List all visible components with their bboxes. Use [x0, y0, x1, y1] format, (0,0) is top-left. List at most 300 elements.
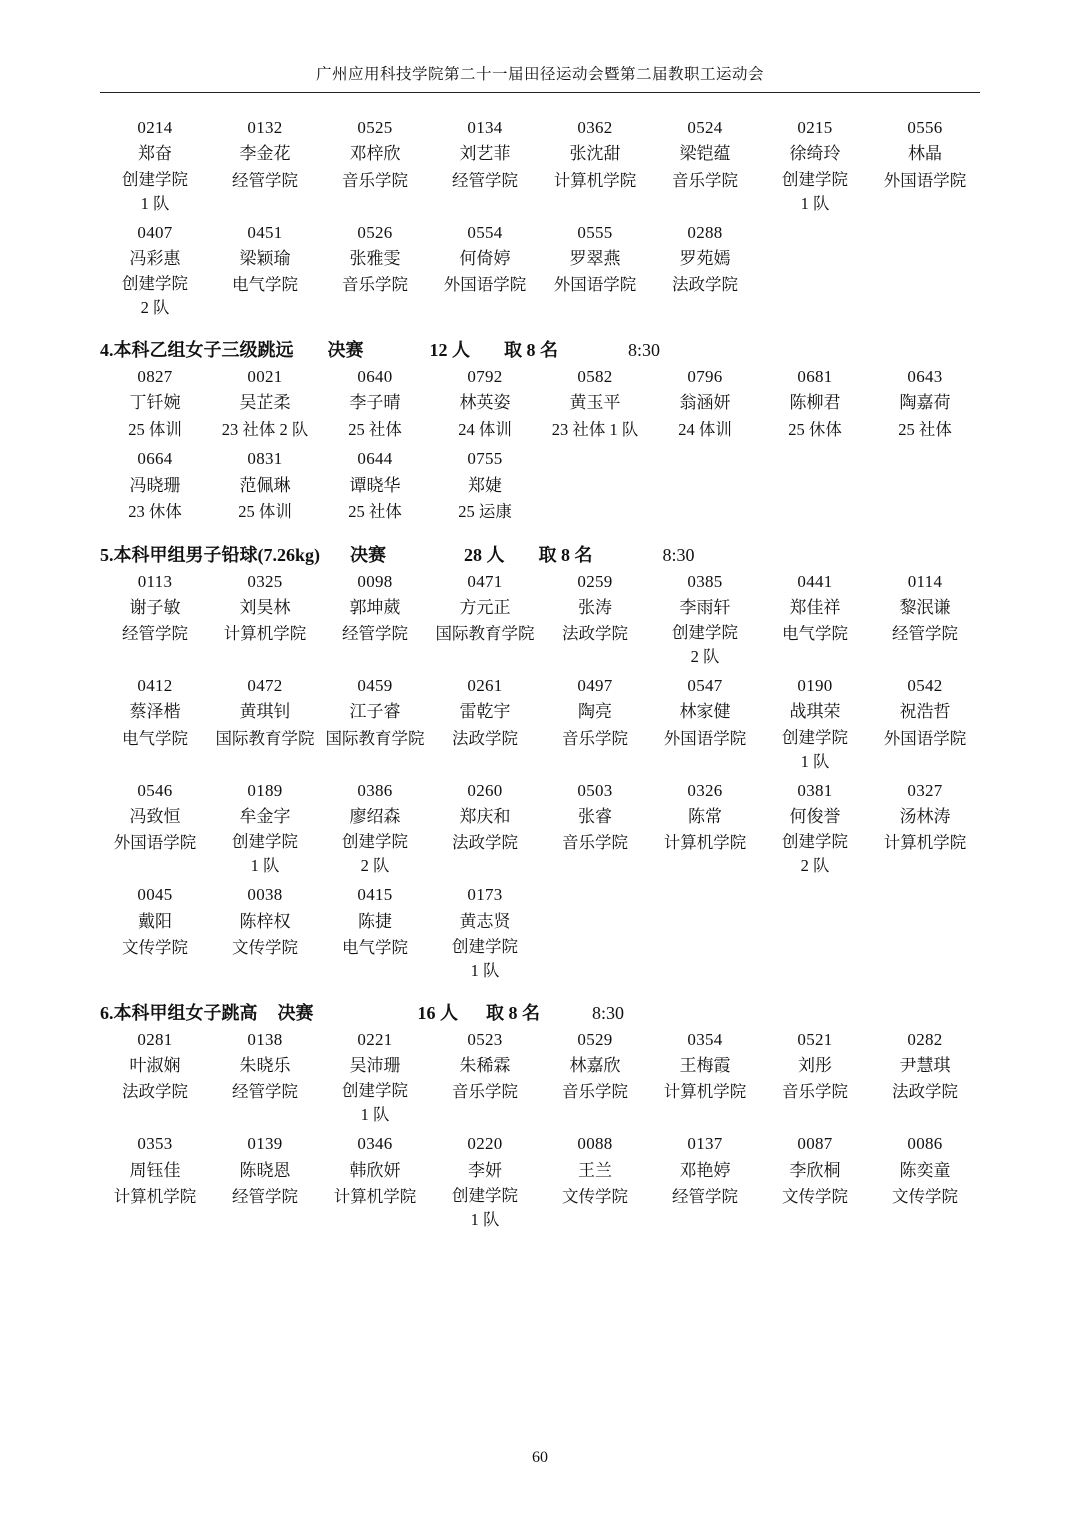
athlete-cell — [540, 364, 650, 442]
athlete-org: 创建学院 1 队 — [232, 832, 298, 876]
athlete-cell — [870, 446, 980, 524]
event-6 — [100, 999, 980, 1232]
athlete-cell — [100, 1027, 210, 1128]
athlete-org: 国际教育学院 — [215, 728, 315, 748]
event-round: 决赛 — [327, 340, 364, 361]
athlete-number: 0326 — [687, 780, 723, 800]
athlete-org: 经管学院 — [122, 624, 188, 644]
event-round: 决赛 — [277, 1002, 314, 1023]
athlete-name: 李金花 — [239, 144, 291, 164]
athlete-cell — [210, 1131, 320, 1232]
event-5 — [100, 541, 980, 983]
athlete-name: 林英姿 — [459, 393, 511, 413]
athlete-cell — [100, 115, 210, 216]
athlete-cell — [320, 446, 430, 524]
entry-row — [100, 115, 980, 216]
athlete-name: 何俊誉 — [789, 806, 841, 826]
athlete-name: 陈晓恩 — [239, 1160, 291, 1180]
athlete-cell — [650, 569, 760, 670]
athlete-number: 0525 — [357, 118, 393, 137]
athlete-org: 外国语学院 — [883, 728, 967, 748]
athlete-org: 外国语学院 — [663, 728, 747, 748]
event-time: 8:30 — [628, 340, 661, 361]
athlete-number: 0281 — [137, 1029, 173, 1049]
athlete-name: 郑婕 — [468, 475, 502, 495]
athlete-number: 0282 — [907, 1029, 943, 1049]
page-header: 广州应用科技学院第二十一届田径运动会暨第二届教职工运动会 — [100, 62, 980, 93]
athlete-number: 0412 — [137, 676, 173, 696]
athlete-org: 音乐学院 — [782, 1082, 848, 1102]
athlete-org: 创建学院 1 队 — [452, 1185, 518, 1229]
athlete-name: 朱晓乐 — [239, 1056, 291, 1076]
athlete-org: 创建学院 2 队 — [122, 274, 188, 318]
athlete-name: 王梅霞 — [679, 1056, 731, 1076]
athlete-number: 0451 — [247, 222, 283, 242]
athlete-number: 0259 — [577, 571, 613, 591]
athlete-number: 0640 — [357, 367, 393, 387]
event-participant-count: 16 人 — [417, 1002, 458, 1023]
athlete-number: 0556 — [907, 118, 943, 137]
athlete-org: 法政学院 — [562, 624, 628, 644]
athlete-name: 刘昊林 — [239, 597, 291, 617]
athlete-name: 江子睿 — [349, 702, 401, 722]
athlete-org: 经管学院 — [232, 1082, 298, 1102]
athlete-number: 0582 — [577, 367, 613, 387]
athlete-cell — [760, 778, 870, 879]
athlete-org: 计算机学院 — [553, 170, 637, 190]
athlete-cell — [760, 569, 870, 670]
athlete-name: 韩欣妍 — [349, 1160, 401, 1180]
athlete-number: 0554 — [467, 222, 503, 242]
athlete-cell — [870, 882, 980, 983]
athlete-number: 0261 — [467, 676, 503, 696]
athlete-org: 24 体训 — [458, 419, 512, 439]
athlete-name: 汤林涛 — [899, 806, 951, 826]
athlete-name: 黄琪钊 — [239, 702, 291, 722]
athlete-name: 丁钎婉 — [129, 393, 181, 413]
athlete-cell — [650, 1027, 760, 1128]
athlete-cell — [430, 569, 540, 670]
athlete-org: 经管学院 — [232, 170, 298, 190]
athlete-number: 0643 — [907, 367, 943, 387]
athlete-number: 0385 — [687, 571, 723, 591]
athlete-number: 0529 — [577, 1029, 613, 1049]
event-participant-count: 12 人 — [429, 340, 470, 361]
athlete-number: 0220 — [467, 1134, 503, 1154]
athlete-org: 法政学院 — [892, 1082, 958, 1102]
athlete-org: 计算机学院 — [883, 833, 967, 853]
athlete-name: 张雅雯 — [349, 248, 401, 268]
athlete-cell — [650, 1131, 760, 1232]
athlete-cell — [540, 778, 650, 879]
athlete-number: 0555 — [577, 222, 613, 242]
athlete-cell — [540, 220, 650, 321]
athlete-name: 李子晴 — [349, 393, 401, 413]
event-title: 5.本科甲组男子铅球(7.26kg) — [100, 544, 320, 565]
athlete-number: 0542 — [907, 676, 943, 696]
athlete-cell — [210, 364, 320, 442]
entry-row — [100, 364, 980, 442]
athlete-cell — [870, 1027, 980, 1128]
athlete-name: 李妍 — [468, 1160, 502, 1180]
event-header — [100, 999, 980, 1025]
athlete-org: 国际教育学院 — [325, 728, 425, 748]
athlete-number: 0038 — [247, 885, 283, 905]
athlete-org: 经管学院 — [672, 1186, 738, 1206]
athlete-cell — [430, 673, 540, 774]
athlete-number: 0045 — [137, 885, 173, 905]
athlete-org: 外国语学院 — [883, 170, 967, 190]
athlete-name: 徐绮玲 — [789, 144, 841, 164]
athlete-org: 创建学院 2 队 — [782, 832, 848, 876]
athlete-org: 音乐学院 — [342, 170, 408, 190]
athlete-number: 0386 — [357, 780, 393, 800]
athlete-number: 0134 — [467, 118, 503, 137]
athlete-name: 林嘉欣 — [569, 1056, 621, 1076]
athlete-org: 文传学院 — [232, 937, 298, 957]
athlete-org: 23 社体 2 队 — [221, 419, 309, 439]
athlete-cell — [650, 364, 760, 442]
athlete-number: 0327 — [907, 780, 943, 800]
athlete-org: 25 运康 — [458, 502, 512, 521]
athlete-org: 法政学院 — [452, 728, 518, 748]
athlete-cell — [320, 220, 430, 321]
athlete-number: 0260 — [467, 780, 503, 800]
athlete-cell — [320, 569, 430, 670]
athlete-cell — [760, 446, 870, 524]
athlete-org: 25 体训 — [238, 502, 292, 521]
athlete-number: 0831 — [247, 449, 283, 469]
athlete-cell — [430, 446, 540, 524]
athlete-name: 吴沛珊 — [349, 1056, 401, 1076]
athlete-cell — [540, 569, 650, 670]
athlete-org: 经管学院 — [892, 624, 958, 644]
athlete-cell — [320, 1027, 430, 1128]
athlete-org: 创建学院 1 队 — [782, 169, 848, 213]
athlete-name: 牟金字 — [239, 806, 291, 826]
athlete-org: 音乐学院 — [562, 728, 628, 748]
athlete-org: 经管学院 — [232, 1186, 298, 1206]
athlete-cell — [100, 882, 210, 983]
athlete-name: 翁涵妍 — [679, 393, 731, 413]
athlete-number: 0353 — [137, 1134, 173, 1154]
athlete-org: 25 体训 — [128, 419, 182, 439]
event-qualify-count: 取 8 名 — [486, 1002, 540, 1023]
athlete-number: 0523 — [467, 1029, 503, 1049]
athlete-cell — [870, 673, 980, 774]
athlete-org: 创建学院 1 队 — [452, 936, 518, 980]
athlete-name: 张睿 — [578, 806, 612, 826]
athlete-cell — [210, 673, 320, 774]
athlete-cell — [540, 446, 650, 524]
athlete-number: 0827 — [137, 367, 173, 387]
athlete-cell — [430, 220, 540, 321]
athlete-cell — [320, 115, 430, 216]
athlete-name: 罗苑嫣 — [679, 248, 731, 268]
athlete-cell — [760, 115, 870, 216]
athlete-number: 0114 — [907, 571, 943, 591]
athlete-cell — [100, 673, 210, 774]
athlete-org: 国际教育学院 — [435, 624, 535, 644]
athlete-number: 0755 — [467, 449, 503, 469]
athlete-cell — [320, 673, 430, 774]
events-container — [100, 336, 980, 1232]
event-title: 4.本科乙组女子三级跳远 — [100, 340, 294, 361]
entry-row — [100, 446, 980, 524]
athlete-number: 0681 — [797, 367, 833, 387]
athlete-number: 0346 — [357, 1134, 393, 1154]
athlete-org: 法政学院 — [452, 833, 518, 853]
athlete-cell — [540, 115, 650, 216]
athlete-name: 尹慧琪 — [899, 1056, 951, 1076]
athlete-name: 郑庆和 — [459, 806, 511, 826]
athlete-org: 文传学院 — [782, 1186, 848, 1206]
athlete-name: 冯晓珊 — [129, 475, 181, 495]
athlete-number: 0088 — [577, 1134, 613, 1154]
athlete-cell — [210, 115, 320, 216]
athlete-org: 计算机学院 — [223, 624, 307, 644]
athlete-cell — [100, 446, 210, 524]
athlete-number: 0546 — [137, 780, 173, 800]
athlete-cell — [650, 115, 760, 216]
athlete-number: 0173 — [467, 885, 503, 905]
athlete-org: 文传学院 — [122, 937, 188, 957]
athlete-name: 陈捷 — [358, 911, 392, 931]
athlete-name: 廖绍森 — [349, 806, 401, 826]
event-participant-count: 28 人 — [464, 544, 505, 565]
athlete-name: 李雨轩 — [679, 597, 731, 617]
athlete-name: 邓艳婷 — [679, 1160, 731, 1180]
athlete-number: 0087 — [797, 1134, 833, 1154]
athlete-name: 林晶 — [908, 144, 942, 164]
athlete-number: 0459 — [357, 676, 393, 696]
athlete-number: 0521 — [797, 1029, 833, 1049]
athlete-cell — [540, 882, 650, 983]
athlete-org: 计算机学院 — [663, 833, 747, 853]
athlete-name: 周钰佳 — [129, 1160, 181, 1180]
athlete-name: 戴阳 — [138, 911, 172, 931]
athlete-name: 黄志贤 — [459, 911, 511, 931]
athlete-org: 计算机学院 — [113, 1186, 197, 1206]
athlete-name: 郑奋 — [138, 144, 172, 164]
athlete-name: 范佩琳 — [239, 475, 291, 495]
athlete-cell — [540, 1131, 650, 1232]
athlete-cell — [870, 220, 980, 321]
athlete-org: 25 社体 — [348, 419, 402, 439]
athlete-name: 梁颖瑜 — [239, 248, 291, 268]
entry-row — [100, 778, 980, 879]
athlete-cell — [210, 1027, 320, 1128]
athlete-number: 0471 — [467, 571, 503, 591]
athlete-number: 0415 — [357, 885, 393, 905]
athlete-cell — [100, 569, 210, 670]
athlete-org: 25 社体 — [348, 502, 402, 521]
athlete-cell — [320, 882, 430, 983]
event-qualify-count: 取 8 名 — [504, 340, 558, 361]
athlete-cell — [650, 220, 760, 321]
athlete-cell — [210, 569, 320, 670]
athlete-org: 23 休体 — [128, 502, 182, 521]
athlete-cell — [100, 778, 210, 879]
athlete-number: 0288 — [687, 222, 723, 242]
athlete-name: 陈柳君 — [789, 393, 841, 413]
athlete-cell — [760, 1027, 870, 1128]
athlete-cell — [650, 446, 760, 524]
event-header — [100, 541, 980, 567]
athlete-name: 陶嘉荷 — [899, 393, 951, 413]
athlete-name: 罗翠燕 — [569, 248, 621, 268]
athlete-cell — [430, 1131, 540, 1232]
athlete-name: 郭坤葳 — [349, 597, 401, 617]
athlete-org: 法政学院 — [672, 275, 738, 295]
athlete-name: 刘彤 — [798, 1056, 832, 1076]
athlete-number: 0215 — [797, 118, 833, 137]
athlete-org: 音乐学院 — [562, 833, 628, 853]
athlete-org: 经管学院 — [342, 624, 408, 644]
athlete-number: 0644 — [357, 449, 393, 469]
athlete-name: 冯彩惠 — [129, 248, 181, 268]
entry-row — [100, 220, 980, 321]
athlete-cell — [320, 1131, 430, 1232]
athlete-cell — [870, 364, 980, 442]
athlete-cell — [430, 778, 540, 879]
athlete-name: 朱稀霖 — [459, 1056, 511, 1076]
athlete-org: 音乐学院 — [672, 170, 738, 190]
athlete-number: 0497 — [577, 676, 613, 696]
athlete-org: 音乐学院 — [342, 275, 408, 295]
event-time: 8:30 — [592, 1002, 625, 1023]
athlete-name: 冯致恒 — [129, 806, 181, 826]
athlete-org: 25 社体 — [898, 419, 952, 439]
athlete-cell — [320, 364, 430, 442]
entry-row — [100, 569, 980, 670]
athlete-org: 电气学院 — [232, 275, 298, 295]
athlete-org: 电气学院 — [342, 937, 408, 957]
event-title: 6.本科甲组女子跳高 — [100, 1002, 258, 1023]
athlete-org: 文传学院 — [562, 1186, 628, 1206]
athlete-cell — [100, 220, 210, 321]
athlete-org: 音乐学院 — [452, 1082, 518, 1102]
athlete-org: 创建学院 1 队 — [342, 1081, 408, 1125]
athlete-number: 0132 — [247, 118, 283, 137]
athlete-number: 0189 — [247, 780, 283, 800]
athlete-org: 24 体训 — [678, 419, 732, 439]
athlete-number: 0524 — [687, 118, 723, 137]
athlete-cell — [650, 778, 760, 879]
athlete-org: 电气学院 — [122, 728, 188, 748]
athlete-org: 法政学院 — [122, 1082, 188, 1102]
athlete-name: 何倚婷 — [459, 248, 511, 268]
athlete-name: 黎泯谦 — [899, 597, 951, 617]
athlete-org: 经管学院 — [452, 170, 518, 190]
athlete-number: 0137 — [687, 1134, 723, 1154]
athlete-cell — [100, 1131, 210, 1232]
athlete-number: 0381 — [797, 780, 833, 800]
event-header — [100, 336, 980, 362]
athlete-org: 创建学院 1 队 — [782, 727, 848, 771]
athlete-number: 0354 — [687, 1029, 723, 1049]
athlete-cell — [210, 778, 320, 879]
athlete-number: 0086 — [907, 1134, 943, 1154]
athlete-name: 祝浩哲 — [899, 702, 951, 722]
entry-row — [100, 882, 980, 983]
entry-row — [100, 673, 980, 774]
athlete-number: 0113 — [137, 571, 173, 591]
athlete-cell — [430, 364, 540, 442]
athlete-org: 25 休体 — [788, 419, 842, 439]
athlete-name: 张涛 — [578, 597, 612, 617]
athlete-number: 0362 — [577, 118, 613, 137]
athlete-cell — [430, 115, 540, 216]
athlete-cell — [650, 882, 760, 983]
athlete-org: 创建学院 2 队 — [672, 623, 738, 667]
athlete-name: 邓梓欣 — [349, 144, 401, 164]
athlete-number: 0503 — [577, 780, 613, 800]
athlete-cell — [760, 1131, 870, 1232]
page-number: 60 — [532, 1449, 548, 1466]
athlete-cell — [210, 446, 320, 524]
athlete-cell — [100, 364, 210, 442]
athlete-cell — [870, 778, 980, 879]
athlete-number: 0221 — [357, 1029, 393, 1049]
athlete-number: 0792 — [467, 367, 503, 387]
athlete-name: 谭晓华 — [349, 475, 401, 495]
entry-row — [100, 1131, 980, 1232]
athlete-name: 王兰 — [578, 1160, 612, 1180]
athlete-name: 方元正 — [459, 597, 511, 617]
event-qualify-count: 取 8 名 — [538, 544, 593, 565]
athlete-name: 蔡泽楷 — [129, 702, 181, 722]
athlete-number: 0664 — [137, 449, 173, 469]
athlete-cell — [430, 1027, 540, 1128]
athlete-org: 外国语学院 — [553, 275, 637, 295]
athlete-org: 电气学院 — [782, 624, 848, 644]
athlete-number: 0021 — [247, 367, 283, 387]
athlete-org: 音乐学院 — [562, 1082, 628, 1102]
entry-row — [100, 1027, 980, 1128]
athlete-name: 谢子敏 — [129, 597, 181, 617]
athlete-number: 0796 — [687, 367, 723, 387]
athlete-org: 23 社体 1 队 — [551, 419, 639, 439]
athlete-name: 吴芷柔 — [239, 393, 291, 413]
athlete-cell — [540, 1027, 650, 1128]
athlete-cell — [540, 673, 650, 774]
athlete-name: 陶亮 — [578, 702, 612, 722]
athlete-cell — [760, 673, 870, 774]
athlete-org: 外国语学院 — [443, 275, 527, 295]
athlete-name: 林家健 — [679, 702, 731, 722]
athlete-name: 叶淑娴 — [129, 1056, 181, 1076]
athlete-name: 雷乾宇 — [459, 702, 511, 722]
athlete-name: 梁铠蕴 — [679, 144, 731, 164]
athlete-cell — [210, 882, 320, 983]
athlete-name: 陈常 — [688, 806, 722, 826]
athlete-org: 计算机学院 — [663, 1082, 747, 1102]
athlete-name: 张沈甜 — [569, 144, 621, 164]
athlete-org: 创建学院 1 队 — [122, 169, 188, 213]
athlete-name: 战琪荣 — [789, 702, 841, 722]
athlete-cell — [760, 364, 870, 442]
athlete-number: 0547 — [687, 676, 723, 696]
athlete-number: 0325 — [247, 571, 283, 591]
athlete-cell — [320, 778, 430, 879]
athlete-cell — [650, 673, 760, 774]
athlete-number: 0098 — [357, 571, 393, 591]
athlete-name: 陈梓权 — [239, 911, 291, 931]
athlete-name: 黄玉平 — [569, 393, 621, 413]
athlete-cell — [430, 882, 540, 983]
event-4 — [100, 336, 980, 525]
